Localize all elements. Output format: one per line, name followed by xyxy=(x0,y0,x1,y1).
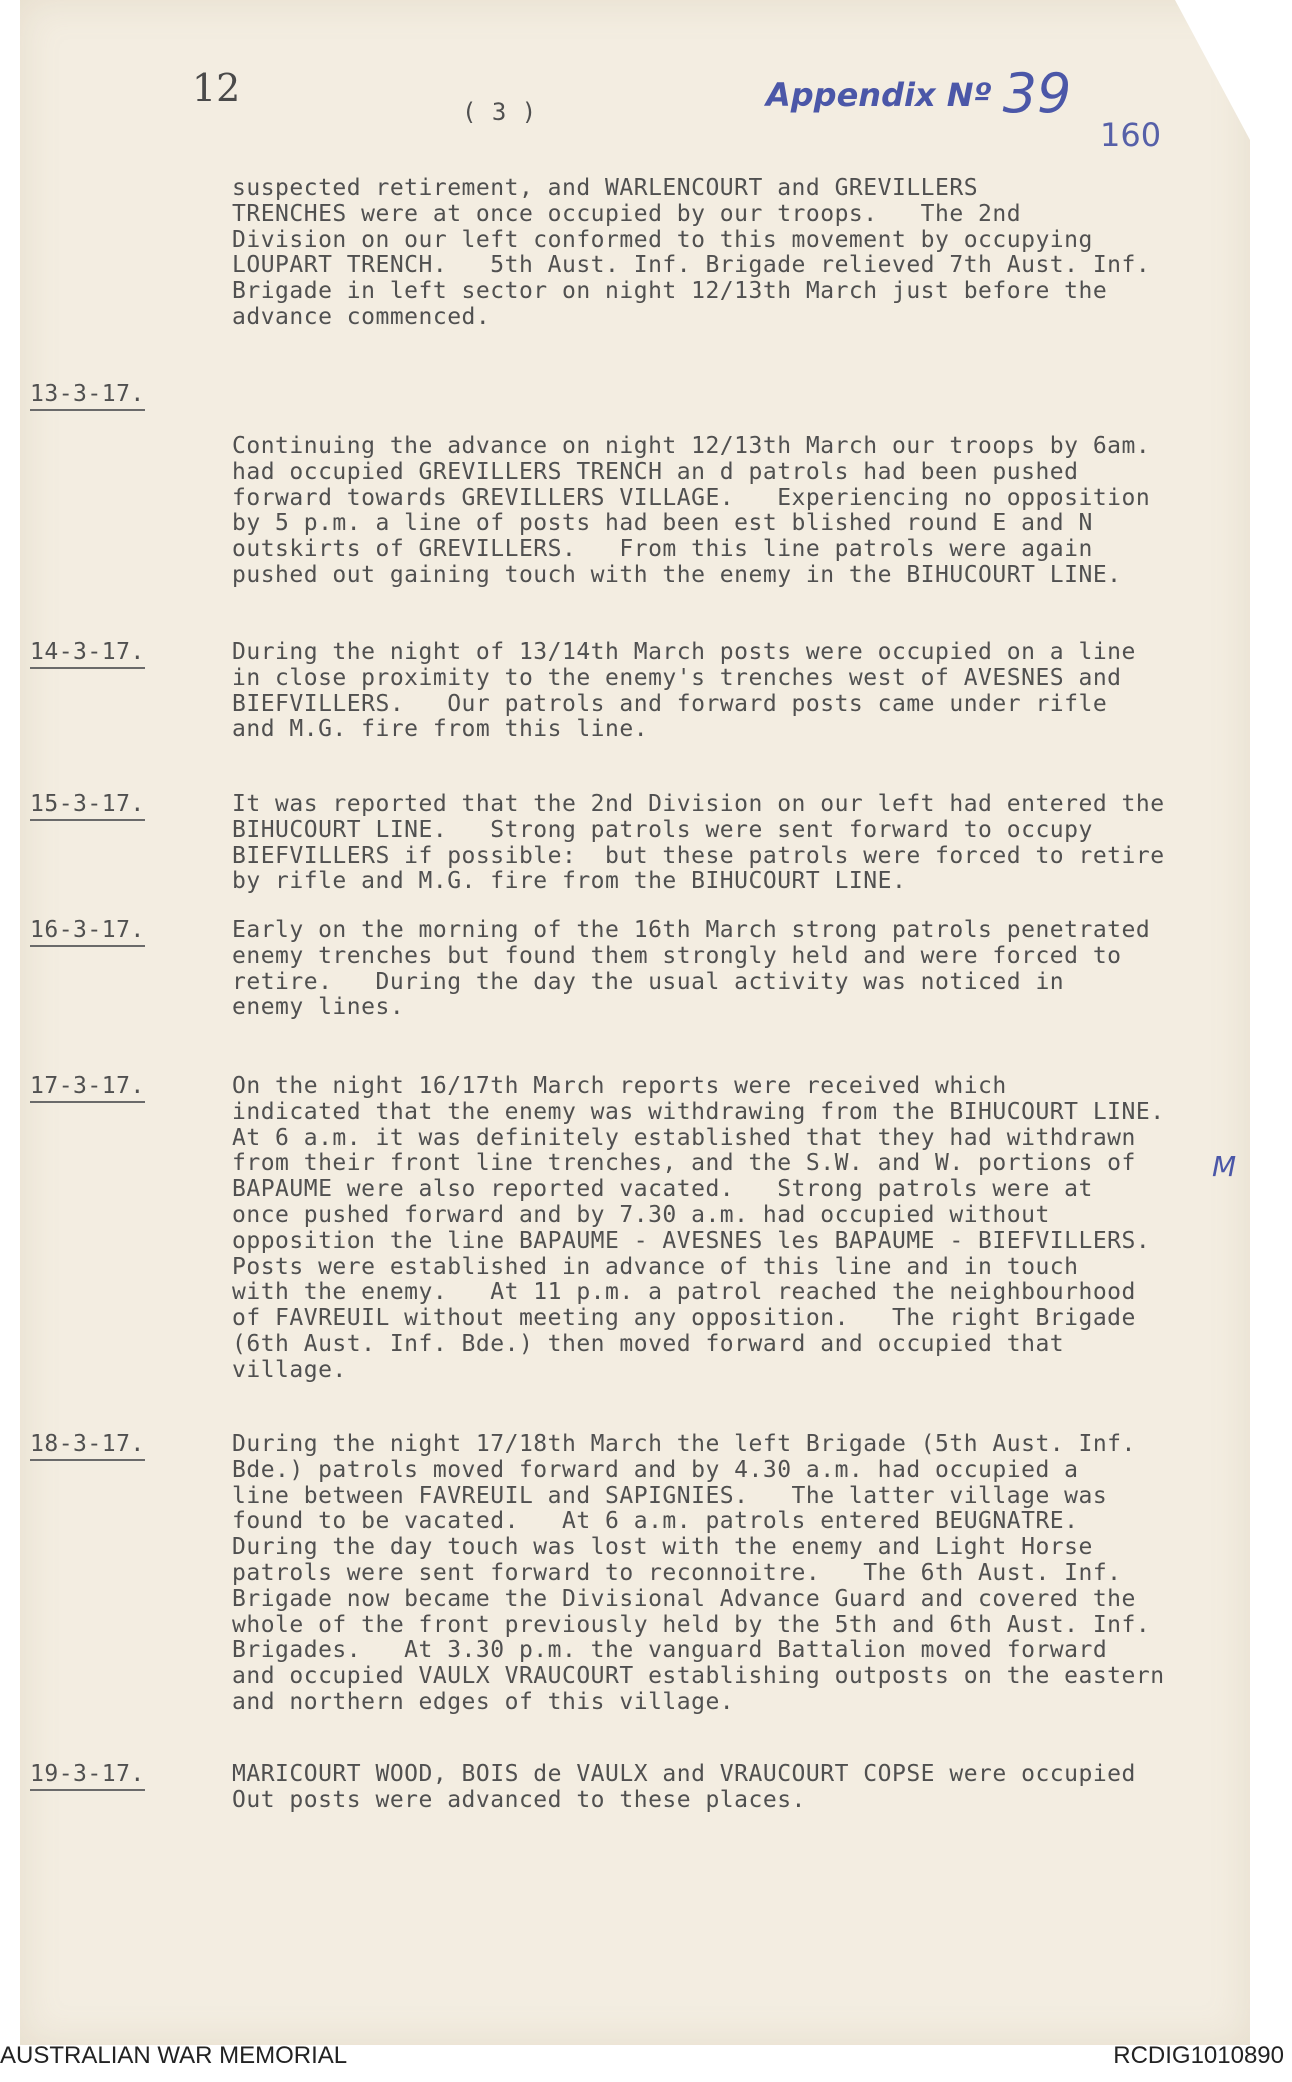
entry-date: 13-3-17. xyxy=(30,382,145,411)
entry-text: During the night of 13/14th March posts were occupied on a line in close proximity to the enemy's trenches west of AVESNES and BIEFVILLERS. Our patrols and forward posts came under rifle and M.G. fire from this line. xyxy=(232,639,1136,743)
appendix-label: Appendix Nº xyxy=(766,76,992,114)
page-number: ( 3 ) xyxy=(462,98,537,126)
entry-date: 14-3-17. xyxy=(30,640,145,669)
intro-paragraph: suspected retirement, and WARLENCOURT and GREVILLERS TRENCHES were at once occupied by our troops. The 2nd Division on our left conformed to this movement by occupying LOUPART TRENCH. 5th Aust. Inf. Brigade relieved 7th Aust. Inf. Brigade in left sector on night 12/13th March just before the advance commenced. xyxy=(232,175,1151,330)
entry-date: 17-3-17. xyxy=(30,1074,145,1103)
footer-record-id: RCDIG1010890 xyxy=(1113,2042,1284,2069)
entry-date: 15-3-17. xyxy=(30,792,145,821)
pencil-folio-number: 12 xyxy=(192,66,241,110)
folio-stamp-number: 160 xyxy=(1100,116,1162,154)
entry-date: 16-3-17. xyxy=(30,918,145,947)
entry-text: During the night 17/18th March the left Brigade (5th Aust. Inf. Bde.) patrols moved forward and by 4.30 a.m. had occupied a line between FAVREUIL and SAPIGNIES. The latter village was found to be vacated. At 6 a.m. patrols entered BEUGNATRE. During the day touch was lost with the enemy and Light Horse patrols were sent forward to reconnoitre. The 6th Aust. Inf. Brigade now became the Divisional Advance Guard and covered the whole of the front previously held by the 5th and 6th Aust. Inf. Brigades. At 3.30 p.m. the vanguard Battalion moved forward and occupied VAULX VRAUCOURT establishing outposts on the eastern and northern edges of this village. xyxy=(232,1431,1165,1715)
entry-date: 19-3-17. xyxy=(30,1762,145,1791)
entry-date: 18-3-17. xyxy=(30,1432,145,1461)
margin-mark: M xyxy=(1212,1150,1237,1183)
footer-archive-name: AUSTRALIAN WAR MEMORIAL xyxy=(0,2042,348,2069)
entry-text: On the night 16/17th March reports were received which indicated that the enemy was withdrawing from the BIHUCOURT LINE. At 6 a.m. it was definitely established that they had withdrawn from their front line trenches, and the S.W. and W. portions of BAPAUME were also reported vacated. Strong patrols were at once pushed forward and by 7.30 a.m. had occupied without opposition the line BAPAUME - AVESNES les BAPAUME - BIEFVILLERS. Posts were established in advance of this line and in touch with the enemy. At 11 p.m. a patrol reached the neighbourhood of FAVREUIL without meeting any opposition. The right Brigade (6th Aust. Inf. Bde.) then moved forward and occupied that village. xyxy=(232,1073,1165,1383)
entry-text: Continuing the advance on night 12/13th March our troops by 6am. had occupied GREVILLERS TRENCH an d patrols had been pushed forward towards GREVILLERS VILLAGE. Experiencing no opposition by 5 p.m. a line of posts had been est blished round E and N outskirts of GREVILLERS. From this line patrols were again pushed out gaining touch with the enemy in the BIHUCOURT LINE. xyxy=(232,433,1151,588)
entry-text: Early on the morning of the 16th March strong patrols penetrated enemy trenches but found them strongly held and were forced to retire. During the day the usual activity was noticed in enemy lines. xyxy=(232,917,1151,1021)
entry-text: It was reported that the 2nd Division on our left had entered the BIHUCOURT LINE. Strong patrols were sent forward to occupy BIEFVILLERS if possible: but these patrols were forced to retire by rifle and M.G. fire from the BIHUCOURT LINE. xyxy=(232,791,1165,895)
appendix-stamp xyxy=(766,56,1072,125)
entry-text: MARICOURT WOOD, BOIS de VAULX and VRAUCOURT COPSE were occupied Out posts were advanced to these places. xyxy=(232,1761,1136,1813)
appendix-number: 39 xyxy=(1002,62,1072,125)
